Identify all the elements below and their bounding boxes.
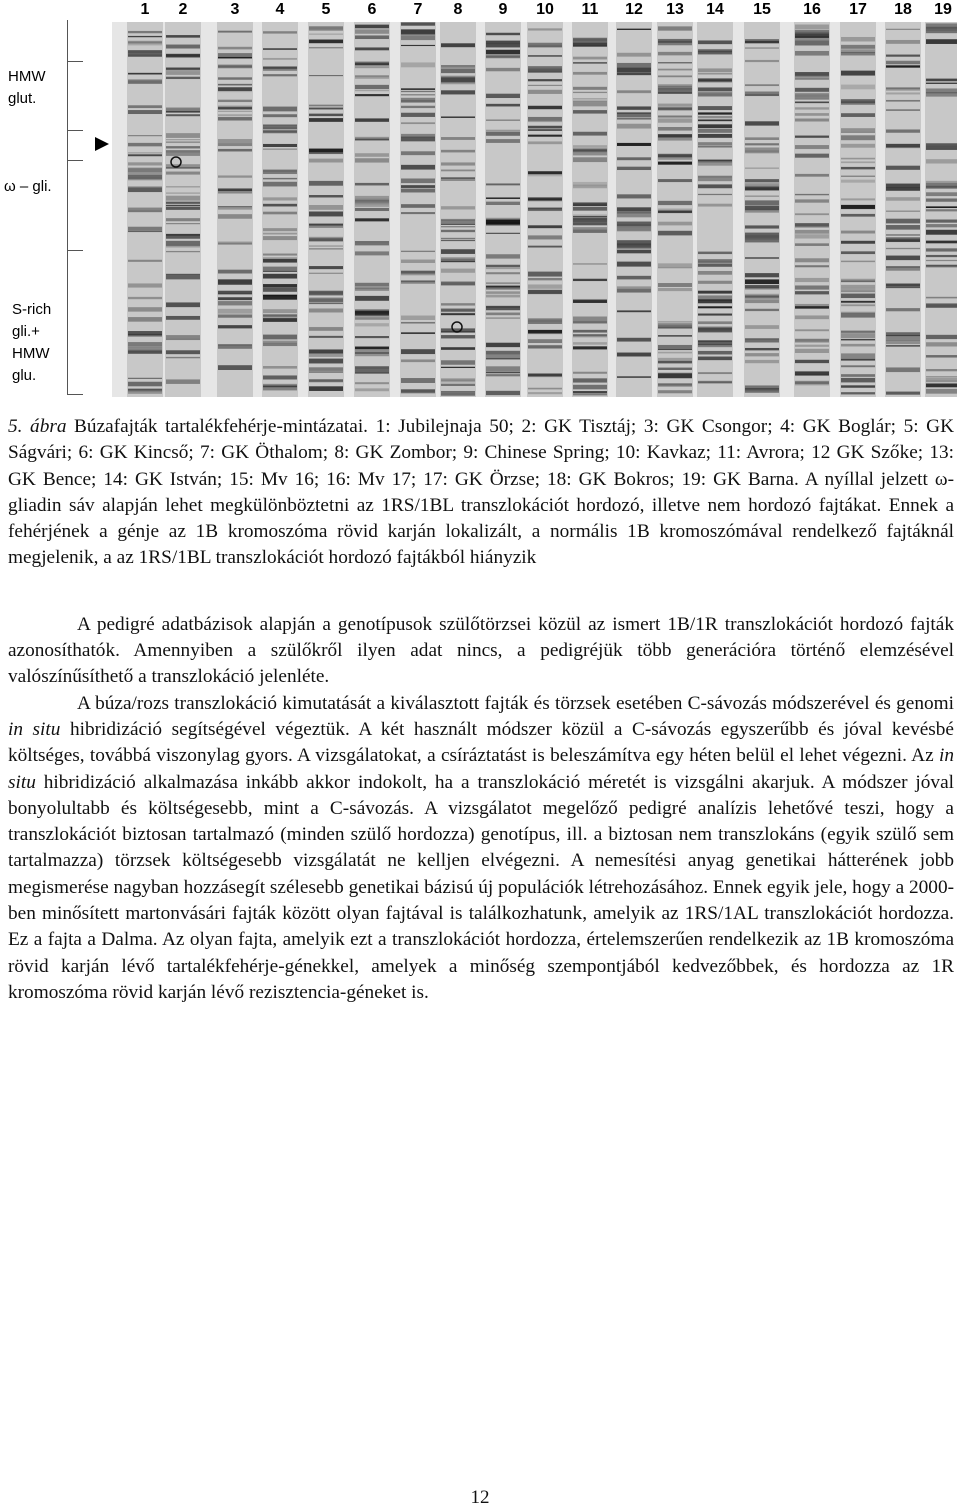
lane-number: 17	[849, 1, 867, 18]
electrophoresis-figure	[0, 0, 960, 400]
lane-number: 18	[894, 1, 912, 18]
lane-number: 14	[706, 1, 724, 18]
in-situ-italic: in situ	[8, 718, 61, 740]
lane-number: 6	[367, 1, 377, 18]
omega-gliadin-arrow-icon	[95, 137, 109, 151]
paragraph-2-text: hibridizáció alkalmazása inkább akkor indokolt, ha a transzlokáció méretét is vizsgálni akarjuk. A módszer jóval bonyolultabb és költségesebb, mint a C-sávozás. A vizsgálatot megelőző pedigré analízis lehetővé teszi, hogy a transzlokációt biztosan tartalmazó (minden szülő hordozza) genotípus, ill. a biztosan nem transzlokáns (egyik szülő sem tartalmazza) törzsek költségesebb vizsgálatát ne kelljen elvégezni. A nemesítési anyag genetikai hátterének jobb megismerése nagyban hozzásegít szélesebb genetikai bázisú új populációk létrehozásához. Ennek egyik jele, hogy a 2000-ben minősített martonvásári fajták között olyan fajtával is találkozhatunk, amelyik az 1RS/1AL transzlokációt hordozza. Ez a fajta a Dalma. Az olyan fajta, amelyik ezt a transzlokációt hordozza, értelemszerűen rendelkezik az 1B kromoszóma rövid karján lévő tartalékfehérje-génekkel, amelyek a minőség szempontjából kedvezőbbek, és hordozza az 1R kromoszóma rövid karján lévő rezisztencia-géneket is.	[8, 771, 954, 1003]
page-number: 12	[470, 1487, 490, 1508]
figure-caption	[8, 414, 954, 572]
gel-bands	[112, 22, 957, 397]
lane-number: 3	[230, 1, 240, 18]
lane-number: 16	[803, 1, 821, 18]
lane-number: 15	[753, 1, 771, 18]
axis-tick	[67, 130, 83, 131]
caption-number: 5.	[8, 416, 23, 437]
lane-number: 2	[178, 1, 188, 18]
in-situ-italic: in situ	[8, 745, 954, 793]
lane-number: 10	[536, 1, 554, 18]
caption-title: Búzafajták tartalékfehérje-mintázatai.	[66, 416, 376, 437]
band-region-labels	[0, 0, 110, 400]
lane-number: 8	[453, 1, 463, 18]
lane-number: 1	[140, 1, 150, 18]
lane-number: 5	[321, 1, 331, 18]
paragraph-2-text: A búza/rozs transzlokáció kimutatását a kiválasztott fajták és törzsek esetében C-sávozás módszerével és genomi	[77, 692, 954, 714]
lane-number: 13	[666, 1, 684, 18]
body-text	[8, 414, 954, 1006]
axis-tick	[67, 160, 83, 161]
lane-number: 12	[625, 1, 643, 18]
axis-tick	[67, 394, 83, 395]
gel-image	[112, 22, 957, 397]
region-axis-line	[67, 20, 68, 394]
hmw-glutenin-label: HMW glut.	[8, 68, 46, 107]
axis-tick	[67, 61, 83, 62]
omega-gliadin-label: ω – gli.	[4, 178, 52, 195]
paragraph-1: A pedigré adatbázisok alapján a genotípusok szülőtörzsei közül az ismert 1B/1R transzlokációt hordozó fajták azonosíthatók. Amennyiben a szülőkről ilyen adat nincs, a pedigréjük több generációra történő elemzésével valószínűsíthető a transzlokáció jelenléte.	[8, 613, 954, 688]
lane-number: 19	[934, 1, 952, 18]
paragraph-2	[8, 691, 954, 1007]
lane-number: 4	[275, 1, 285, 18]
s-rich-gliadin-label: S-rich gli.+ HMW glu.	[12, 301, 52, 384]
caption-text: 1: Jubilejnaja 50; 2: GK Tisztáj; 3: GK Csongor; 4: GK Boglár; 5: GK Ságvári; 6: GK Kincső; 7: GK Öthalom; 8: GK Zombor; 9: Chinese Spring; 10: Kavkaz; 11: Avrora; 12 GK Szőke; 13: GK Bence; 14: GK István; 15: Mv 16; 16: Mv 17; 17: GK Örzse; 18: GK Bokros; 19: GK Barna. A nyíllal jelzett ω-gliadin sáv alapján lehet megkülönböztetni az 1RS/1BL transzlokációt hordozó, illetve nem hordozó fajtákat. Ennek a fehérjének a génje az 1B kromoszóma rövid karján lokalizált, a normális 1B kromoszómával rendelkező fajtáknál megjelenik, a az 1RS/1BL transzlokációt hordozó fajtákból hiányzik	[8, 416, 954, 569]
lane-number: 7	[413, 1, 423, 18]
axis-tick	[67, 250, 83, 251]
paragraph-2-text: hibridizáció segítségével végeztük. A két használt módszer közül a C-sávozás egyszerűbb és jóval kevésbé költséges, továbbá viszonylag gyors. A vizsgálatokat, a csíráztatást is beleszámítva egy héten belül el lehet végezni. Az	[8, 718, 954, 767]
lane-number: 9	[498, 1, 508, 18]
lane-number: 11	[581, 1, 599, 18]
caption-word: ábra	[30, 416, 67, 437]
